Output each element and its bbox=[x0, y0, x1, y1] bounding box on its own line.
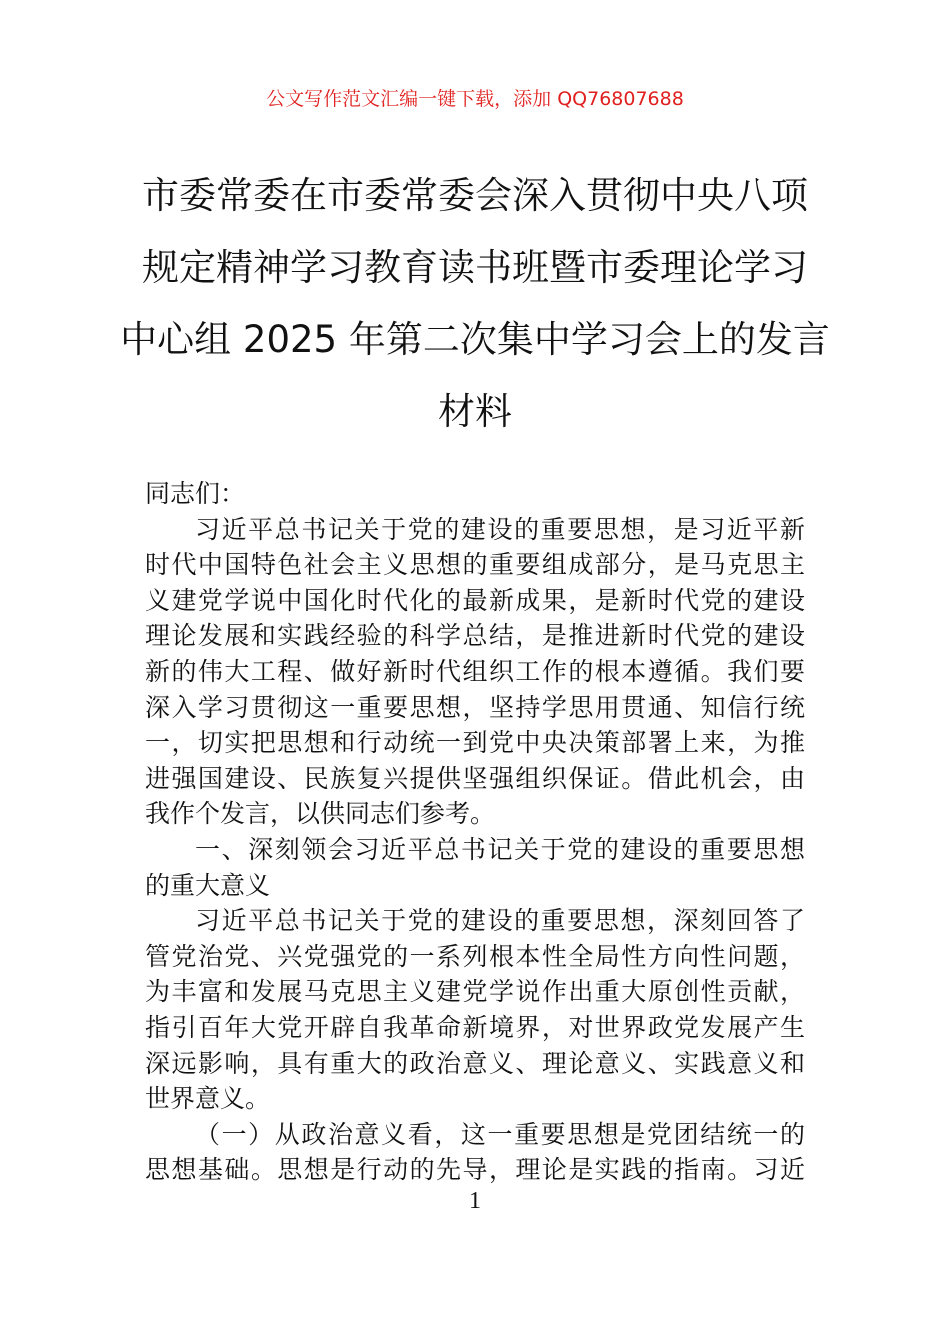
paragraph-line: 管党治党、兴党强党的一系列根本性全局性方向性问题， bbox=[145, 941, 805, 971]
heading-line: 一、深刻领会习近平总书记关于党的建设的重要思想 bbox=[195, 834, 805, 864]
paragraph-line: 指引百年大党开辟自我革命新境界，对世界政党发展产生 bbox=[145, 1012, 805, 1042]
title-line: 材料 bbox=[438, 390, 512, 433]
paragraph-political-significance bbox=[145, 1117, 805, 1188]
title-line: 市委常委在市委常委会深入贯彻中央八项 bbox=[142, 174, 808, 217]
paragraph-line: 为丰富和发展马克思主义建党学说作出重大原创性贡献， bbox=[145, 977, 805, 1007]
paragraph-line: 习近平总书记关于党的建设的重要思想，是习近平新 bbox=[195, 514, 805, 544]
paragraph-line: 我作个发言，以供同志们参考。 bbox=[145, 799, 496, 829]
title-line: 规定精神学习教育读书班暨市委理论学习 bbox=[142, 246, 808, 289]
greeting-text: 同志们： bbox=[145, 479, 246, 508]
header-download-note: 公文写作范文汇编一键下载，添加 QQ76807688 bbox=[266, 88, 684, 110]
paragraph-line: 思想基础。思想是行动的先导，理论是实践的指南。习近 bbox=[145, 1155, 805, 1185]
page-number: 1 bbox=[469, 1188, 481, 1214]
paragraph-line: 义建党学说中国化时代化的最新成果，是新时代党的建设 bbox=[145, 585, 805, 615]
document-title bbox=[110, 160, 840, 448]
heading-line: 的重大意义 bbox=[145, 870, 271, 900]
document-body bbox=[145, 476, 805, 1188]
paragraph-line: 世界意义。 bbox=[145, 1084, 271, 1114]
paragraph-line: 进强国建设、民族复兴提供坚强组织保证。借此机会，由 bbox=[145, 763, 805, 793]
paragraph-line: 深入学习贯彻这一重要思想，坚持学思用贯通、知信行统 bbox=[145, 692, 805, 722]
paragraph-line: 习近平总书记关于党的建设的重要思想，深刻回答了 bbox=[195, 906, 805, 936]
paragraph-line: 时代中国特色社会主义思想的重要组成部分，是马克思主 bbox=[145, 550, 805, 580]
paragraph-intro bbox=[145, 512, 805, 832]
title-line: 中心组 2025 年第二次集中学习会上的发言 bbox=[120, 318, 830, 361]
greeting bbox=[145, 476, 805, 512]
paragraph-line: 理论发展和实践经验的科学总结，是推进新时代党的建设 bbox=[145, 621, 805, 651]
paragraph-line: 新的伟大工程、做好新时代组织工作的根本遵循。我们要 bbox=[145, 656, 805, 686]
paragraph-line: 一，切实把思想和行动统一到党中央决策部署上来，为推 bbox=[145, 728, 805, 758]
section-heading-one bbox=[145, 832, 805, 903]
paragraph-line: （一）从政治意义看，这一重要思想是党团结统一的 bbox=[195, 1119, 805, 1149]
paragraph-significance bbox=[145, 903, 805, 1117]
paragraph-line: 深远影响，具有重大的政治意义、理论意义、实践意义和 bbox=[145, 1048, 805, 1078]
